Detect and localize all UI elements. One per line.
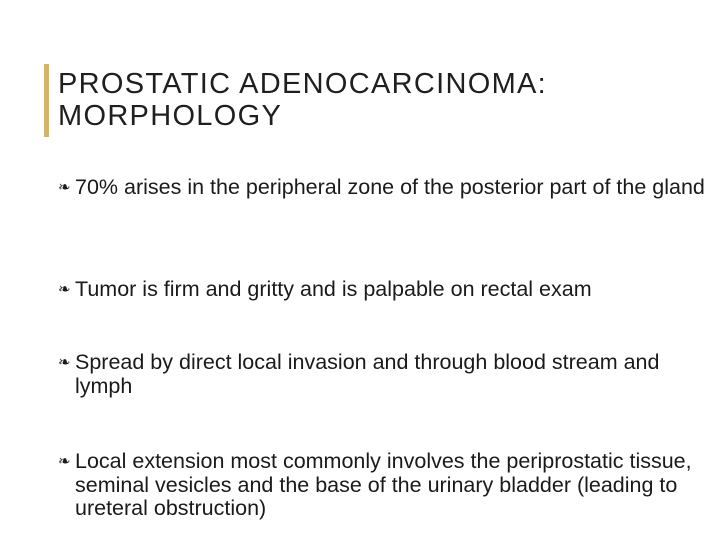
bullet-text: 70% arises in the peripheral zone of the posterior part of the gland (75, 175, 705, 199)
fleuron-bullet-icon: ❧ (58, 179, 71, 196)
slide-title-line-1: PROSTATIC ADENOCARCINOMA: (58, 68, 548, 100)
slide-title-line-2: MORPHOLOGY (58, 100, 283, 132)
fleuron-bullet-icon: ❧ (58, 281, 71, 298)
bullet-text: Local extension most commonly involves the periprostatic tissue, seminal vesicles and the base of the urinary bladder (leading to ureteral obstruction) (75, 449, 692, 520)
fleuron-bullet-icon: ❧ (58, 354, 71, 371)
bullet-item (58, 278, 708, 302)
fleuron-bullet-icon: ❧ (58, 453, 71, 470)
bullet-item (58, 351, 708, 398)
bullet-item (58, 176, 708, 200)
title-accent-bar (44, 64, 49, 137)
bullet-text: Spread by direct local invasion and through blood stream and lymph (75, 350, 660, 398)
bullet-text: Tumor is firm and gritty and is palpable on rectal exam (75, 277, 592, 301)
slide-title (58, 68, 678, 132)
bullet-item (58, 450, 708, 521)
